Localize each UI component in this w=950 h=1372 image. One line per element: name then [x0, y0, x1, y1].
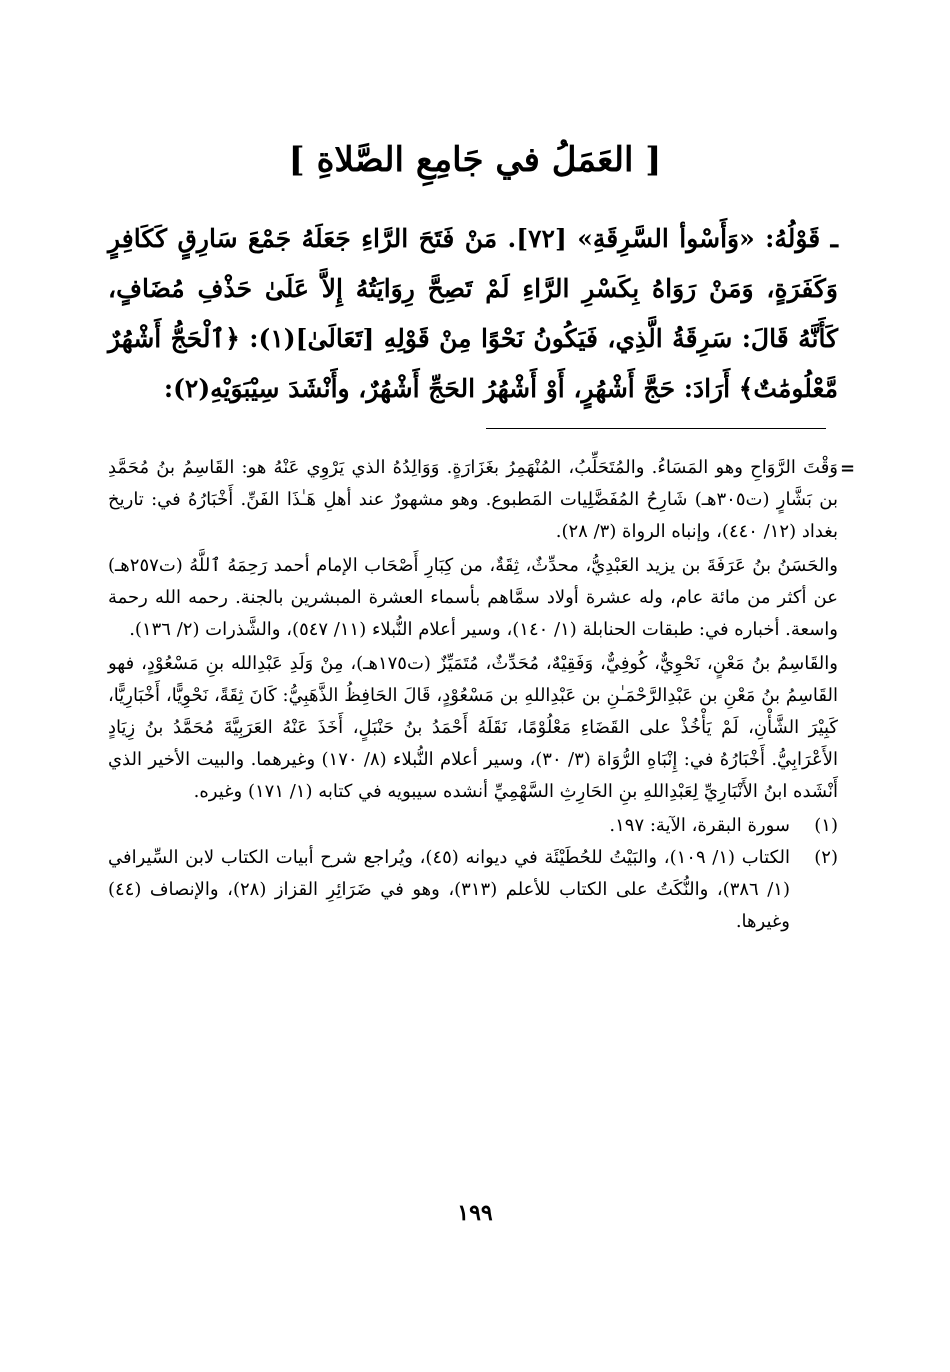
- footnote-number: (٢): [814, 847, 838, 868]
- page-number: ١٩٩: [457, 1200, 493, 1226]
- footnote-text: الكتاب (١/ ١٠٩)، والبَيْتُ للحُطَيْئَة في ديوانه (٤٥)، ويُراجع شرح أبيات الكتاب لابن السِّيرافي (١/ ٣٨٦)، والنُّكَتُ على الكتاب للأعلم (٣١٣)، وهو في ضَرَائِرِ القزاز (٢٨)، والإنصاف (٤٤) وغيرها.: [108, 847, 791, 932]
- footnote-item: [108, 842, 838, 938]
- footnote-continuation-paragraph: وَقْتَ الرَّوَاحِ وهو المَسَاءُ. والمُتَحَلِّبُ، المُنْهَمِرُ بغَزَارَةٍ. وَوَالِدُهُ الذي يَرْوِي عَنْهُ هو: القَاسِمُ بنُ مُحَمَّدِ بن بَشَّارٍ (ت٣٠٥هـ) شَارِحُ المُفَضَّلِيات المَطبوع. وهو مشهورٌ عند أهلِ هَـٰذَا الفَنِّ. أَخْبَارُهُ في: تاريخ بغداد (١٢/ ٤٤٠)، وإنباه الرواة (٣/ ٢٨).: [108, 457, 838, 542]
- footnote-continuation-paragraph: والقَاسِمُ بنُ مَعْنٍ، نَحْوِيٌّ، كُوفِيٌّ، وَفَقِيْهٌ، مُحَدِّثٌ، مُتَمَيِّزٌ (ت١٧٥هـ)، مِنْ وَلَدِ عَبْدِالله بنِ مَسْعُوْدٍ، فهو القَاسِمُ بنُ مَعْنِ بن عَبْدِالرَّحْمَـٰنِ بن عَبْدِاللهِ بن مَسْعُوْدٍ، قَالَ الحَافِظُ الذَّهَبِيُّ: كَانَ ثِقَةً، نَحْوِيًّا، أَخْبَارِيًّا، كَبِيْرَ الشَّأْنِ، لَمْ يَأْخُذْ على القَضَاءِ مَعْلُوْمًا، نَقَلَهُ أَحْمَدُ بنُ حَنْبَلٍ، أَخَذَ عَنْهُ العَرَبِيَّةَ مُحَمَّدُ بنُ زِيَادٍ الأَعْرَابِيُّ. أَخْبَارُهُ في: إِنْبَاهِ الرُّوَاة (٣/ ٣٠)، وسير أعلام النُّبلاء (٨/ ١٧٠) وغيرهما. والبيت الأخير الذي أَنْشَده ابنُ الأَنْبَارِيِّ لِعَبْدِاللهِ بنِ الحَارِثِ السَّهْمِيِّ أنشده سيبويه في كتابه (١/ ١٧١) وغيره.: [108, 653, 838, 802]
- footnotes-section: [108, 452, 838, 938]
- footnote-continuation-paragraph: والحَسَنُ بنُ عَرَفَةَ بن يزيد العَبْدِيُّ، محدِّثٌ، ثِقَةٌ، من كِبَارِ أَصْحَاب الإمام أحمد رَحِمَهُ ٱللَّهُ (ت٢٥٧هـ) عن أكثر من مائة عام، وله عشرة أولاد سمَّاهم بأسماء العشرة المبشرين بالجنة. رحمه الله رحمة واسعة. أخباره في: طبقات الحنابلة (١/ ١٤٠)، وسير أعلام النُّبلاء (١١/ ٥٤٧)، والشَّذرات (٢/ ١٣٦).: [108, 555, 838, 640]
- main-paragraph: ـ قَوْلُهُ: «وَأَسْوأ السَّرِقَةِ» [٧٢]. مَنْ فَتَحَ الرَّاءِ جَعَلَهُ جَمْعَ سَارِقٍ كَكَافِرٍ وَكَفَرَةٍ، وَمَنْ رَوَاهُ بِكَسْرِ الرَّاءِ لَمْ تَصِحَّ رِوَايَتُهُ إِلاَّ عَلَىٰ حَذْفِ مُضَافٍ، كَأَنَّهُ قَالَ: سَرِقَةُ الَّذِي، فَيَكُونُ نَحْوًا مِنْ قَوْلِهِ [تَعَالَىٰ](١): ﴿ٱلْحَجُّ أَشْهُرٌ مَّعْلُومَٰتٌ﴾ أَرَادَ: حَجَّ أَشْهُرٍ، أَوْ أَشْهُرُ الحَجِّ أَشْهُرٌ، وأَنْشَدَ سِيْبَوَيْهِ(٢):: [108, 224, 838, 403]
- continuation-mark: =: [840, 458, 856, 479]
- footnote-number: (١): [814, 815, 838, 836]
- main-text: [108, 214, 838, 414]
- footnote-separator: [486, 428, 826, 429]
- footnote-text: سورة البقرة، الآية: ١٩٧.: [609, 815, 790, 836]
- chapter-heading: [ العَمَلُ في جَامِعِ الصَّلاةِ ]: [288, 140, 662, 180]
- footnote-item: [108, 810, 838, 842]
